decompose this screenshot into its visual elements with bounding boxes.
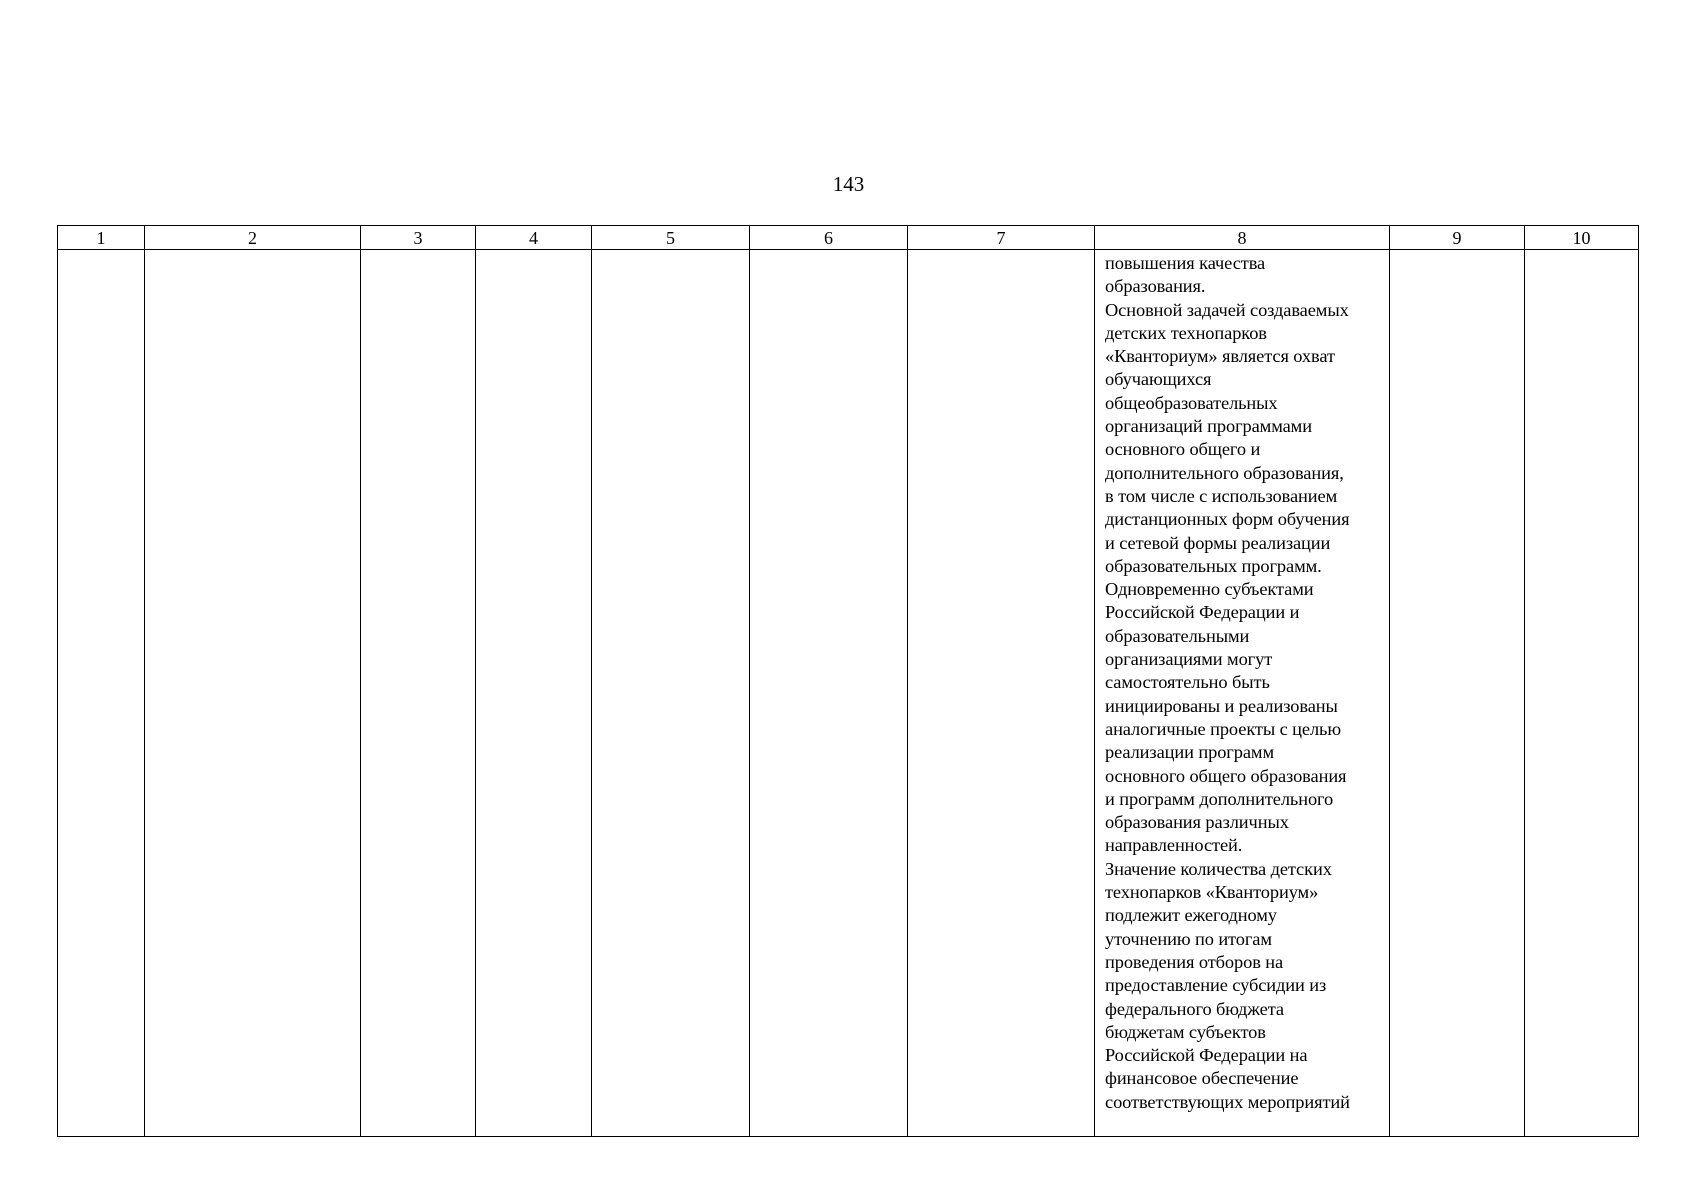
cell-text-col9 [1390,250,1524,252]
cell-text-col6 [750,250,907,252]
page-number: 143 [832,172,865,196]
column-header-6: 6 [750,226,908,250]
cell-text-col1 [58,250,144,252]
table-cell-col5 [592,250,750,1137]
table-cell-col1 [58,250,145,1137]
column-header-3: 3 [361,226,476,250]
cell-text-col4 [476,250,591,252]
table-cell-col9 [1390,250,1525,1137]
cell-text-col5 [592,250,749,252]
table-header-row [58,226,1639,250]
column-header-8: 8 [1095,226,1390,250]
table-cell-col10 [1525,250,1639,1137]
column-header-1: 1 [58,226,145,250]
column-header-2: 2 [145,226,361,250]
cell-text-col3 [361,250,475,252]
column-header-10: 10 [1525,226,1639,250]
table-cell-col7 [908,250,1095,1137]
table-cell-col2 [145,250,361,1137]
cell-text-col8: повышения качества образования. Основной задачей создаваемых детских технопарков «Кванториум» является охват обучающихся общеобразовательных организаций программами основного общего и дополнительного образования, в том числе с использованием дистанционных форм обучения и сетевой формы реализации образовательных программ. Одновременно субъектами Российской Федерации и образовательными организациями могут самостоятельно быть инициированы и реализованы аналогичные проекты с целью реализации программ основного общего образования и программ дополнительного образования различных направленностей. Значение количества детских технопарков «Кванториум» подлежит ежегодному уточнению по итогам проведения отборов на предоставление субсидии из федерального бюджета бюджетам субъектов Российской Федерации на финансовое обеспечение соответствующих мероприятий [1105,253,1350,1112]
cell-text-col7 [908,250,1094,252]
table-cell-col8 [1095,250,1390,1137]
column-header-7: 7 [908,226,1095,250]
document-table [57,225,1639,1137]
cell-text-col10 [1525,250,1638,252]
cell-text-col2 [145,250,360,252]
column-header-9: 9 [1390,226,1525,250]
column-header-4: 4 [476,226,592,250]
table-row [58,250,1639,1137]
table-cell-col3 [361,250,476,1137]
column-header-5: 5 [592,226,750,250]
table-cell-col6 [750,250,908,1137]
table-cell-col4 [476,250,592,1137]
